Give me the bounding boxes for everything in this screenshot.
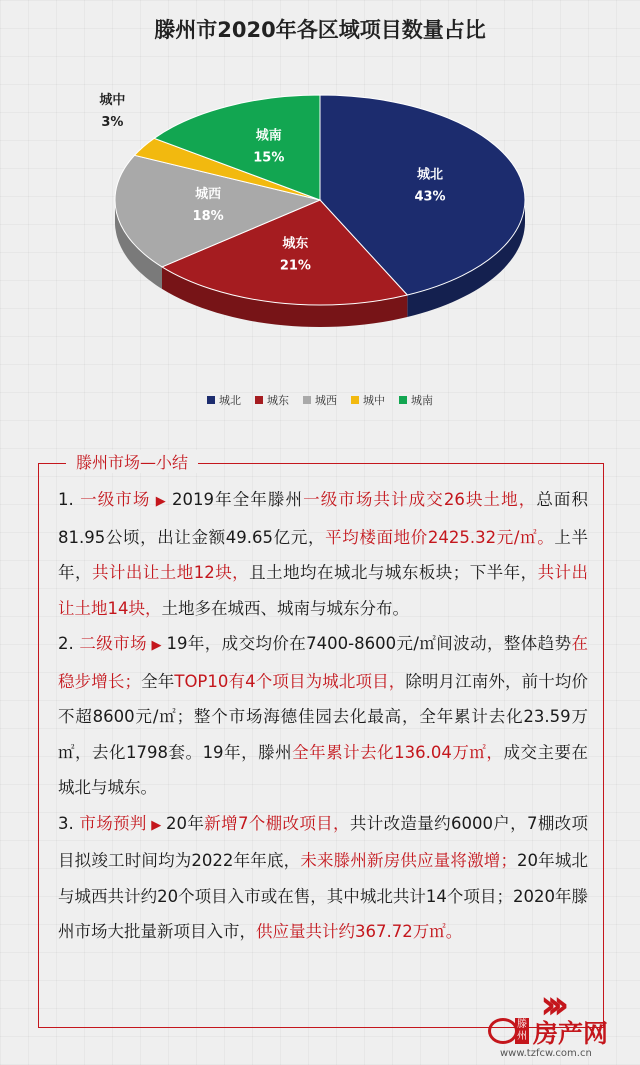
highlight-text: 在稳步增长； xyxy=(58,634,588,691)
summary-item xyxy=(58,626,588,806)
highlight-text: 共计出让土地14块， xyxy=(58,563,589,618)
pie-label-name-城东: 城东 xyxy=(282,236,309,252)
body-text: 3. xyxy=(58,813,80,833)
arrow-icon: ▶ xyxy=(147,638,167,653)
highlight-text: 供应量共计约367.72万㎡。 xyxy=(256,922,463,941)
body-text: 19年，成交均价在7400-8600元/㎡间波动，整体趋势 xyxy=(166,634,572,653)
legend-item-城西 xyxy=(303,392,337,408)
arrow-icon: ▶ xyxy=(146,817,167,833)
body-text: 除明月江南外，前十均价不超8600元/㎡；整个市场海德佳园去化最高，全年累计去化23.59万㎡，去化1798套。19年，滕州 xyxy=(58,671,589,762)
highlight-text: 新增7个棚改项目， xyxy=(204,813,350,833)
body-text: 上半年， xyxy=(58,527,589,582)
legend-item-城北 xyxy=(207,392,241,408)
body-text: 2019年全年滕州 xyxy=(172,490,304,509)
highlight-text: 一级市场 xyxy=(80,490,151,509)
legend-label: 城中 xyxy=(363,394,385,407)
pie-label-value-城中: 3% xyxy=(101,115,124,131)
pie-label-value-城南: 15% xyxy=(253,150,285,166)
legend-item-城东 xyxy=(255,392,289,408)
highlight-text: 一级市场共计成交26块土地， xyxy=(303,490,537,509)
pie-label-name-城西: 城西 xyxy=(195,187,222,203)
highlight-text: 二级市场 xyxy=(79,634,147,653)
summary-text xyxy=(58,482,588,950)
summary-item xyxy=(58,482,588,626)
brand-city: 滕州 xyxy=(517,1019,527,1042)
pie-label-value-城东: 21% xyxy=(279,258,311,274)
legend-swatch xyxy=(303,396,311,404)
legend-item-城南 xyxy=(399,392,433,408)
legend-swatch xyxy=(255,396,263,404)
pie-label-name-城南: 城南 xyxy=(255,128,282,144)
body-text: 全年 xyxy=(140,671,175,691)
body-text: 土地多在城西、城南与城东分布。 xyxy=(161,598,409,618)
pie-label-name-城中: 城中 xyxy=(99,93,126,109)
pie-label-name-城北: 城北 xyxy=(416,167,444,183)
body-text: 共计改造量约6000户，7棚改项目拟竣工时间均为2022年年底， xyxy=(58,813,589,870)
pie-label-value-城北: 43% xyxy=(414,189,446,205)
body-text: 总面积81.95公顷，出让金额49.65亿元， xyxy=(58,490,589,547)
brand-logo xyxy=(488,1014,638,1048)
highlight-text: 未来滕州新房供应量将激增； xyxy=(300,851,517,870)
highlight-text: TOP10有4个项目为城北项目， xyxy=(174,671,406,691)
legend-swatch xyxy=(351,396,359,404)
legend-label: 城北 xyxy=(219,394,241,407)
body-text: 成交主要在城北与城东。 xyxy=(58,742,588,797)
chart-title: 滕州市2020年各区域项目数量占比 xyxy=(154,18,486,42)
chevron-decoration-icon: ››› xyxy=(540,982,560,1028)
body-text: 1. xyxy=(58,490,81,509)
pie-label-value-城西: 18% xyxy=(192,209,224,225)
highlight-text: 全年累计去化136.04万㎡， xyxy=(292,742,504,762)
summary-title: 滕州市场—小结 xyxy=(66,450,198,473)
highlight-text: 平均楼面地价2425.32元/㎡。 xyxy=(325,527,555,547)
body-text: 20年 xyxy=(166,813,205,833)
brand-url: www.tzfcw.com.cn xyxy=(500,1048,592,1059)
brand-e-icon xyxy=(488,1018,518,1044)
highlight-text: 市场预判 xyxy=(79,813,147,833)
body-text: 20年城北与城西共计约20个项目入市或在售，其中城北共计14个项目；2020年滕州市场大批量新项目入市， xyxy=(58,851,589,941)
legend-item-城中 xyxy=(351,392,385,408)
legend-swatch xyxy=(399,396,407,404)
highlight-text: 共计出让土地12块， xyxy=(91,563,250,582)
legend-swatch xyxy=(207,396,215,404)
chart-legend xyxy=(0,392,640,408)
summary-item xyxy=(58,806,588,950)
legend-label: 城东 xyxy=(267,394,289,407)
legend-label: 城西 xyxy=(315,394,337,407)
legend-label: 城南 xyxy=(411,394,433,407)
pie-chart xyxy=(0,60,640,380)
arrow-icon: ▶ xyxy=(150,494,173,509)
brand-name: 房产网 xyxy=(533,1019,609,1048)
body-text: 且土地均在城北与城东板块；下半年， xyxy=(249,563,538,582)
body-text: 2. xyxy=(58,634,80,653)
